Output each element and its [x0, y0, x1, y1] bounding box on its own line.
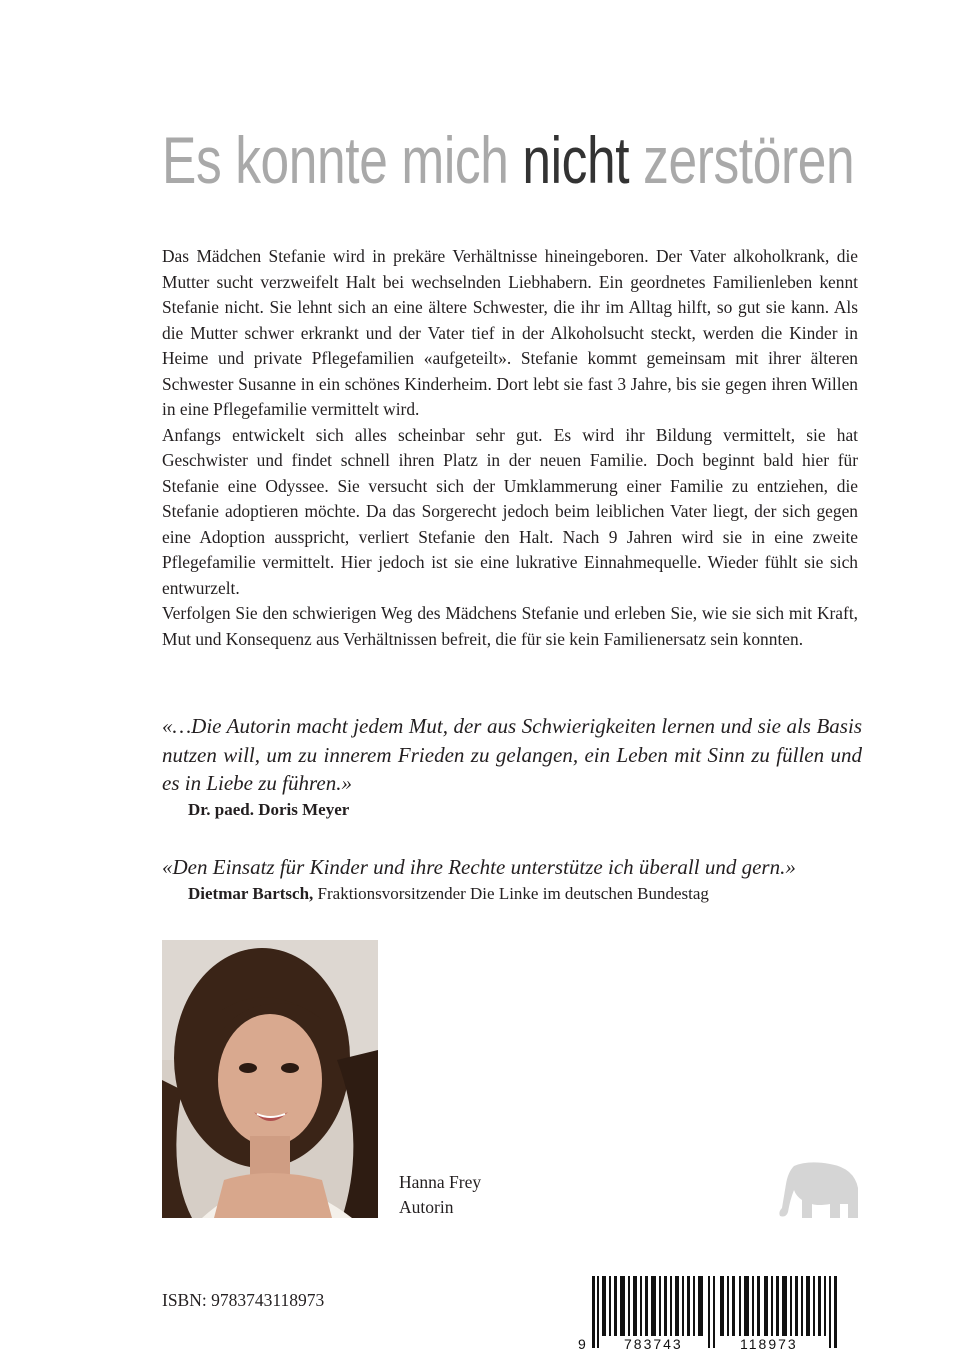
quote-author: Dr. paed. Doris Meyer	[188, 799, 350, 819]
book-description	[162, 244, 858, 652]
title-part-3: zerstören	[629, 123, 855, 197]
quote-author-role: Fraktionsvorsitzender Die Linke im deutschen Bundestag	[313, 883, 709, 903]
book-title	[162, 118, 855, 202]
quote-author: Dietmar Bartsch,	[188, 883, 314, 903]
title-part-1: Es konnte mich	[162, 123, 523, 197]
title-emphasis: nicht	[522, 123, 630, 197]
elephant-logo-icon	[774, 1160, 862, 1222]
barcode-digit-lead: 9	[578, 1336, 586, 1352]
description-paragraph: Das Mädchen Stefanie wird in prekäre Verhältnisse hineingeboren. Der Vater alkoholkrank, die Mutter sucht verzweifelt Halt bei wechselnden Liebhabern. Ein geordnetes Familienleben kennt Stefanie nicht. Sie lehnt sich an eine ältere Schwester, die ihr im Alltag hilft, so gut sie kann. Als die Mutter schwer erkrankt und der Vater tief in der Alkoholsucht steckt, werden die Kinder in Heime und private Pflegefamilien «aufgeteilt». Stefanie kommt gemeinsam mit ihrer älteren Schwester Susanne in ein schönes Kinderheim. Dort lebt sie fast 3 Jahre, bis sie gegen ihren Willen in eine Pflegefamilie vermittelt wird.	[162, 246, 858, 419]
author-caption	[399, 1170, 481, 1220]
author-role: Autorin	[399, 1197, 454, 1217]
author-photo	[162, 940, 378, 1218]
review-quote-1	[162, 712, 862, 822]
quote-text: «Den Einsatz für Kinder und ihre Rechte unterstütze ich überall und gern.»	[162, 855, 796, 879]
quote-text: «…Die Autorin macht jedem Mut, der aus Schwierigkeiten lernen und sie als Basis nutzen will, um zu innerem Frieden zu gelangen, ein Leben mit Sinn zu füllen und es in Liebe zu führen.»	[162, 714, 862, 795]
quote-attribution	[162, 882, 862, 906]
isbn-number: ISBN: 9783743118973	[162, 1290, 325, 1310]
barcode-digits-group-1: 783743	[624, 1336, 683, 1352]
description-paragraph: Verfolgen Sie den schwierigen Weg des Mädchens Stefanie und erleben Sie, wie sie sich mit Kraft, Mut und Konsequenz aus Verhältnissen befreit, die für sie kein Familienersatz sein konnten.	[162, 603, 858, 649]
author-name: Hanna Frey	[399, 1172, 482, 1192]
description-paragraph: Anfangs entwickelt sich alles scheinbar sehr gut. Es wird ihr Bildung vermittelt, sie hat Geschwister und findet schnell ihren Platz in der neuen Familie. Doch beginnt bald hier für Stefanie eine Odyssee. Sie versucht sich der Umklammerung einer Familie zu entziehen, die Stefanie adoptieren möchte. Da das Sorgerecht jedoch beim leiblichen Vater liegt, der sich gegen eine Adoption ausspricht, verliert Stefanie den Halt. Nach 9 Jahren wird sie in eine zweite Pflegefamilie vermittelt. Hier jedoch ist sie eine lukrative Einnahmequelle. Wieder fühlt sie sich entwurzelt.	[162, 424, 858, 598]
review-quote-2	[162, 853, 862, 906]
quote-attribution	[162, 798, 862, 822]
barcode-digits-group-2: 118973	[740, 1336, 798, 1352]
barcode-icon	[574, 1276, 862, 1360]
author-portrait-illustration	[162, 940, 378, 1218]
